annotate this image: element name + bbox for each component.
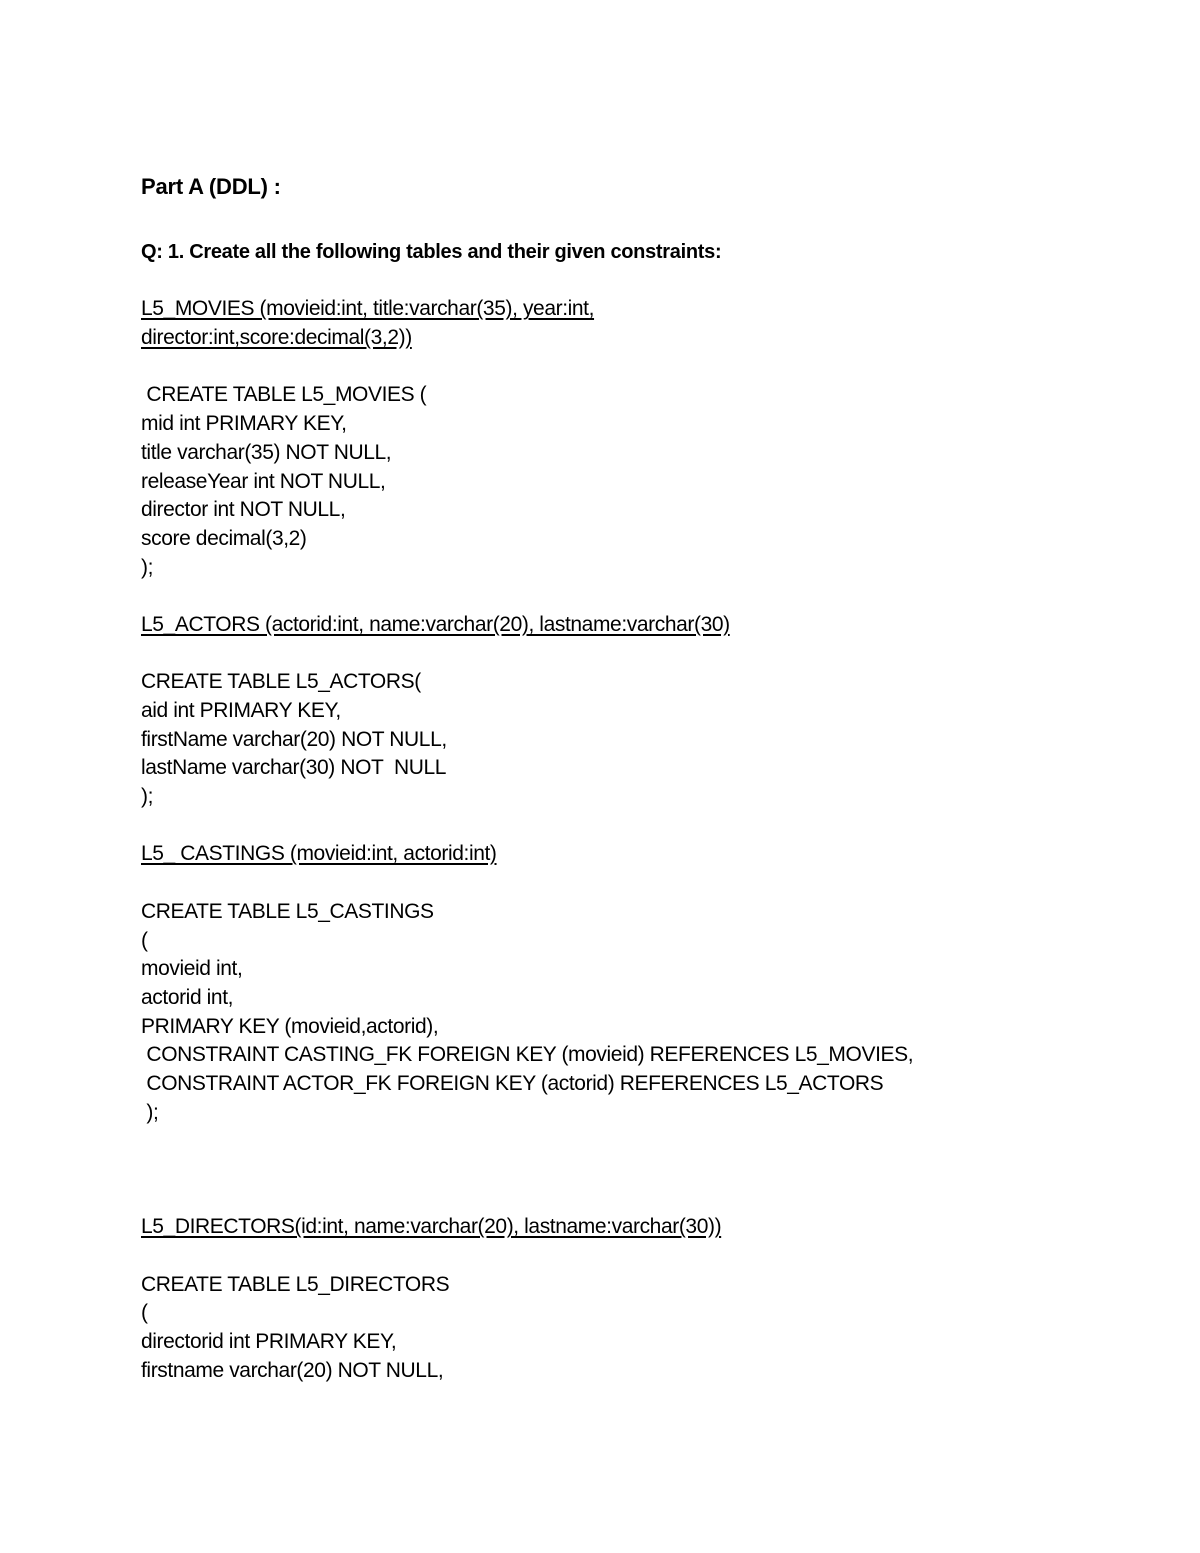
directors-section [141,1213,1141,1385]
actors-sql-line: CREATE TABLE L5_ACTORS( [141,670,421,694]
movies-sql-line: releaseYear int NOT NULL, [141,469,386,493]
movies-section [141,295,1141,582]
movies-sql-line: title varchar(35) NOT NULL, [141,440,392,464]
directors-sql-line: CREATE TABLE L5_DIRECTORS [141,1272,450,1296]
actors-sql-line: firstName varchar(20) NOT NULL, [141,727,447,751]
movies-schema-line: director:int,score:decimal(3,2)) [141,326,412,350]
actors-sql-line: ); [141,785,154,809]
movies-schema-line: L5_MOVIES (movieid:int, title:varchar(35), year:int, [141,297,595,321]
actors-section [141,611,1141,812]
question-text: Q: 1. Create all the following tables and their given constraints: [141,241,722,263]
directors-schema-line: L5_DIRECTORS(id:int, name:varchar(20), lastname:varchar(30)) [141,1215,722,1239]
document-content [141,172,1141,1385]
castings-sql-line: ( [141,928,148,952]
movies-sql-line: director int NOT NULL, [141,498,346,522]
part-heading: Part A (DDL) : [141,174,281,199]
castings-sql-line: CONSTRAINT ACTOR_FK FOREIGN KEY (actorid) REFERENCES L5_ACTORS [141,1071,884,1095]
movies-sql-line: CREATE TABLE L5_MOVIES ( [141,383,427,407]
castings-schema-line: L5_ CASTINGS (movieid:int, actorid:int) [141,842,497,866]
castings-sql-line: PRIMARY KEY (movieid,actorid), [141,1014,439,1038]
castings-sql-line: ); [141,1100,159,1124]
actors-sql-line: lastName varchar(30) NOT NULL [141,756,447,780]
movies-sql-line: score decimal(3,2) [141,526,307,550]
castings-sql-line: actorid int, [141,985,234,1009]
directors-sql-line: directorid int PRIMARY KEY, [141,1330,397,1354]
castings-sql-line: movieid int, [141,957,243,981]
castings-section [141,840,1141,1127]
actors-sql-line: aid int PRIMARY KEY, [141,699,341,722]
actors-schema-line: L5_ACTORS (actorid:int, name:varchar(20), lastname:varchar(30) [141,612,730,636]
castings-sql-line: CREATE TABLE L5_CASTINGS [141,899,434,923]
movies-sql-line: mid int PRIMARY KEY, [141,412,347,436]
castings-sql-line: CONSTRAINT CASTING_FK FOREIGN KEY (movieid) REFERENCES L5_MOVIES, [141,1043,914,1067]
directors-sql-line: firstname varchar(20) NOT NULL, [141,1358,444,1382]
directors-sql-line: ( [141,1301,148,1325]
movies-sql-line: ); [141,555,154,579]
